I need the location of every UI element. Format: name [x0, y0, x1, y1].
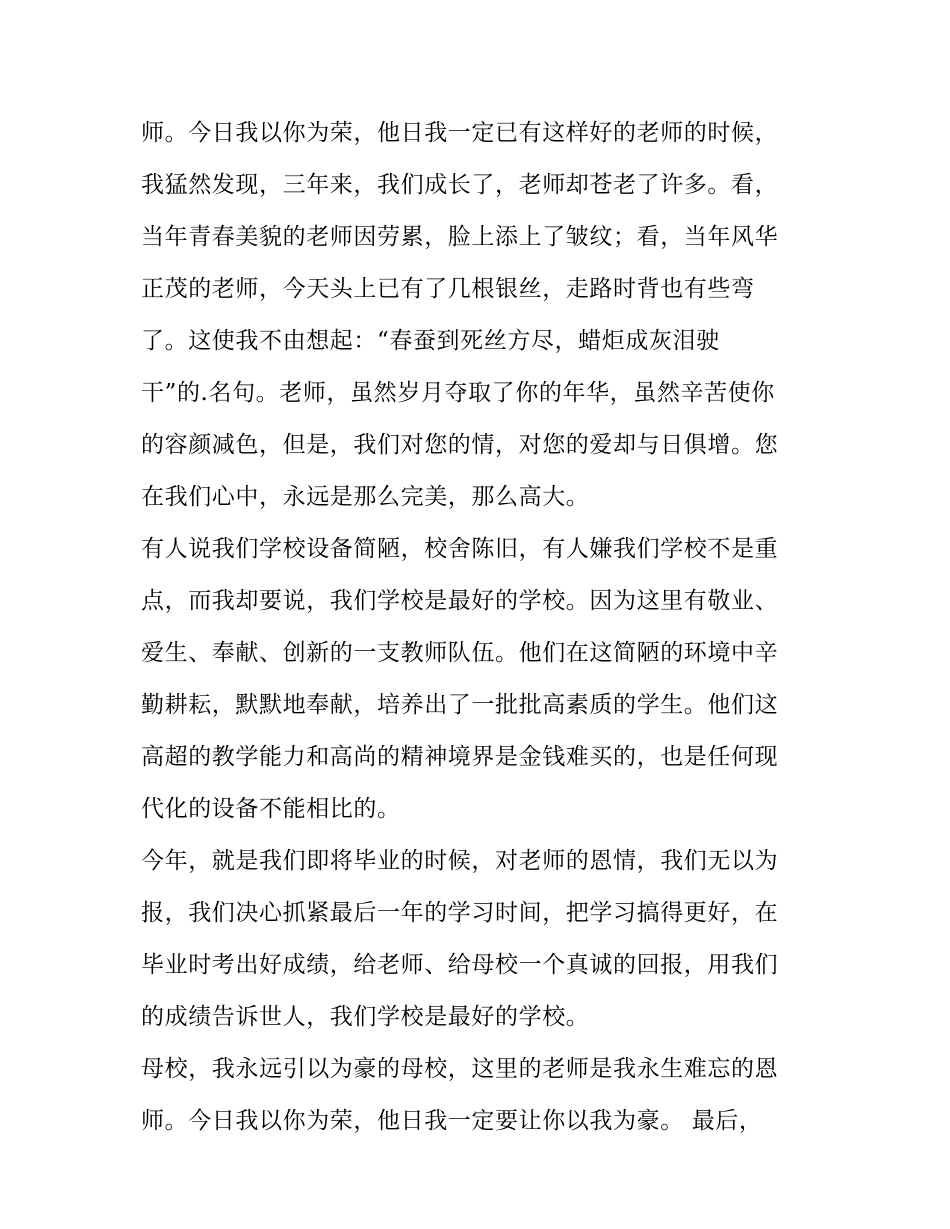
document-body	[141, 107, 821, 1147]
text-line: 当年青春美貌的老师因劳累，脸上添上了皱纹；看，当年风华	[141, 224, 779, 250]
text-line: 今年，就是我们即将毕业的时候，对老师的恩情，我们无以为	[141, 848, 779, 874]
text-line: 代化的设备不能相比的。	[141, 796, 401, 822]
text-line: 正茂的老师，今天头上已有了几根银丝，走路时背也有些弯	[141, 276, 755, 302]
text-line: 毕业时考出好成绩，给老师、给母校一个真诚的回报，用我们	[141, 952, 779, 978]
text-line: 报，我们决心抓紧最后一年的学习时间，把学习搞得更好，在	[141, 900, 779, 926]
text-line: 我猛然发现，三年来，我们成长了，老师却苍老了许多。看，	[141, 172, 779, 198]
text-line: 了。这使我不由想起：“春蚕到死丝方尽，蜡炬成灰泪驶	[141, 328, 720, 354]
text-line: 干”的.名句。老师，虽然岁月夺取了你的年华，虽然辛苦使你	[141, 380, 775, 406]
text-line: 勤耕耘，默默地奉献，培养出了一批批高素质的学生。他们这	[141, 692, 779, 718]
text-line: 的成绩告诉世人，我们学校是最好的学校。	[141, 1004, 590, 1030]
text-line: 母校，我永远引以为豪的母校，这里的老师是我永生难忘的恩	[141, 1056, 779, 1082]
text-line: 师。今日我以你为荣，他日我一定要让你以我为豪。 最后，	[141, 1108, 763, 1134]
text-line: 在我们心中，永远是那么完美，那么高大。	[141, 484, 590, 510]
text-line: 有人说我们学校设备简陋，校舍陈旧，有人嫌我们学校不是重	[141, 536, 779, 562]
text-line: 点，而我却要说，我们学校是最好的学校。因为这里有敬业、	[141, 588, 779, 614]
text-line: 爱生、奉献、创新的一支教师队伍。他们在这简陋的环境中辛	[141, 640, 779, 666]
text-line: 师。今日我以你为荣，他日我一定已有这样好的老师的时候，	[141, 120, 779, 146]
text-line: 的容颜减色，但是，我们对您的情，对您的爱却与日俱增。您	[141, 432, 779, 458]
text-line: 高超的教学能力和高尚的精神境界是金钱难买的，也是任何现	[141, 744, 779, 770]
